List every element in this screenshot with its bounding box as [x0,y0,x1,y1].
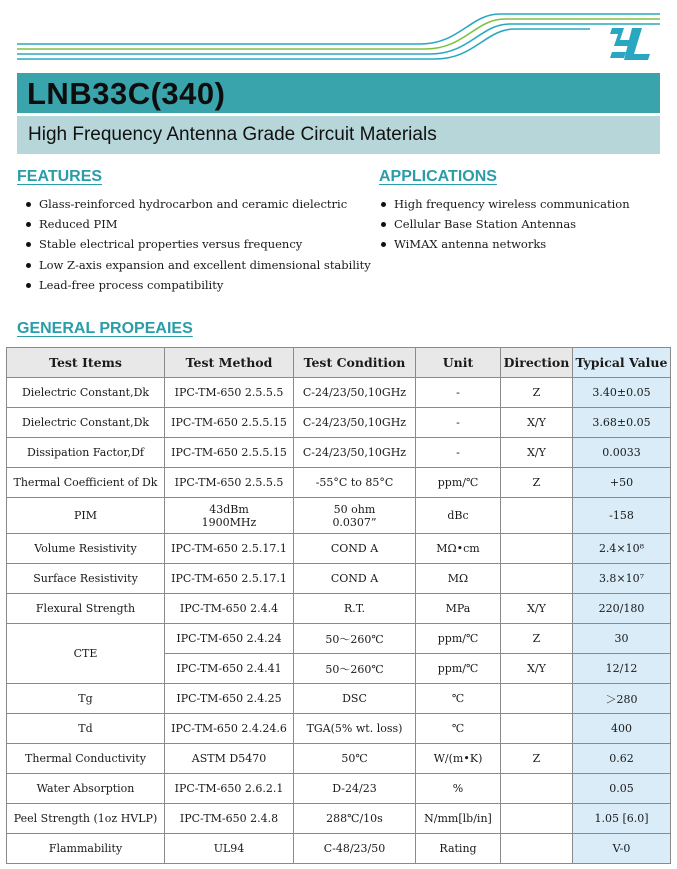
cell-method [165,498,294,534]
cell-method: IPC-TM-650 2.5.5.15 [165,408,294,438]
cell-direction: X/Y [501,408,573,438]
applications-heading: APPLICATIONS [379,168,497,185]
cell-unit: ℃ [416,684,501,714]
cell-unit: dBc [416,498,501,534]
table-row [7,804,671,834]
feature-item: Glass-reinforced hydrocarbon and ceramic dielectric [21,194,371,214]
company-logo [610,28,650,60]
table-row [7,594,671,624]
col-unit: Unit [416,348,501,378]
application-item: High frequency wireless communication [376,194,630,214]
condition-line: 0.0307” [332,515,377,529]
cell-direction [501,564,573,594]
table-row [7,684,671,714]
condition-line: 50 ohm [333,502,376,516]
cell-unit: ℃ [416,714,501,744]
cell-method: IPC-TM-650 2.4.41 [165,654,294,684]
cell-value: +50 [573,468,671,498]
cell-value: 0.0033 [573,438,671,468]
cell-item: Surface Resistivity [7,564,165,594]
cell-condition: 288℃/10s [294,804,416,834]
cell-value: 220/180 [573,594,671,624]
header-decorative-lines [0,0,677,70]
feature-item: Stable electrical properties versus frequency [21,234,371,254]
table-row [7,534,671,564]
application-item: Cellular Base Station Antennas [376,214,630,234]
subtitle-bar [17,116,660,154]
cell-unit: ppm/℃ [416,624,501,654]
cell-value: 1.05 [6.0] [573,804,671,834]
col-typical-value: Typical Value [573,348,671,378]
cell-direction [501,498,573,534]
cell-unit: - [416,378,501,408]
table-row [7,714,671,744]
cell-direction: X/Y [501,594,573,624]
cell-method: IPC-TM-650 2.5.17.1 [165,534,294,564]
cell-direction [501,534,573,564]
cell-condition: 50～260℃ [294,624,416,654]
cell-item: PIM [7,498,165,534]
cell-item: Tg [7,684,165,714]
table-row [7,468,671,498]
col-test-items: Test Items [7,348,165,378]
cell-item: Dielectric Constant,Dk [7,378,165,408]
table-row [7,438,671,468]
cell-value: ＞280 [573,684,671,714]
cell-condition: DSC [294,684,416,714]
cell-condition: 50℃ [294,744,416,774]
cell-condition: 50～260℃ [294,654,416,684]
cell-condition: -55°C to 85°C [294,468,416,498]
cell-value: 3.68±0.05 [573,408,671,438]
cell-item: Thermal Conductivity [7,744,165,774]
cell-condition: COND A [294,534,416,564]
properties-heading: GENERAL PROPEAIES [17,320,193,337]
table-row [7,774,671,804]
product-subtitle: High Frequency Antenna Grade Circuit Materials [28,124,437,145]
cell-item: Thermal Coefficient of Dk [7,468,165,498]
cell-direction: Z [501,378,573,408]
cell-item: Peel Strength (1oz HVLP) [7,804,165,834]
cell-item: Dielectric Constant,Dk [7,408,165,438]
cell-unit: W/(m•K) [416,744,501,774]
table-header-row [7,348,671,378]
cell-unit: N/mm[lb/in] [416,804,501,834]
cell-direction: Z [501,624,573,654]
cell-condition: C-24/23/50,10GHz [294,378,416,408]
cell-item: Dissipation Factor,Df [7,438,165,468]
method-line: 43dBm [209,502,249,516]
cell-condition: COND A [294,564,416,594]
cell-method: IPC-TM-650 2.5.5.5 [165,468,294,498]
cell-item: Flexural Strength [7,594,165,624]
cell-unit: MΩ•cm [416,534,501,564]
cell-direction [501,774,573,804]
applications-list [376,194,630,255]
cell-method: IPC-TM-650 2.6.2.1 [165,774,294,804]
feature-item: Lead-free process compatibility [21,275,371,295]
table-row [7,378,671,408]
cell-unit: Rating [416,834,501,864]
cell-method: IPC-TM-650 2.4.8 [165,804,294,834]
cell-value: 12/12 [573,654,671,684]
cell-condition: C-24/23/50,10GHz [294,438,416,468]
application-item: WiMAX antenna networks [376,234,630,254]
method-line: 1900MHz [201,515,257,529]
cell-unit: ppm/℃ [416,468,501,498]
table-row [7,408,671,438]
table-row [7,564,671,594]
cell-condition [294,498,416,534]
cell-item: CTE [7,624,165,684]
cell-condition: C-48/23/50 [294,834,416,864]
col-test-method: Test Method [165,348,294,378]
cell-direction: X/Y [501,654,573,684]
cell-condition: TGA(5% wt. loss) [294,714,416,744]
cell-condition: R.T. [294,594,416,624]
cell-value: -158 [573,498,671,534]
cell-condition: D-24/23 [294,774,416,804]
cell-item: Water Absorption [7,774,165,804]
cell-item: Flammability [7,834,165,864]
cell-direction: Z [501,468,573,498]
cell-value: 400 [573,714,671,744]
cell-direction [501,834,573,864]
cell-value: 3.40±0.05 [573,378,671,408]
cell-method: IPC-TM-650 2.4.24 [165,624,294,654]
feature-item: Low Z-axis expansion and excellent dimensional stability [21,255,371,275]
cell-method: IPC-TM-650 2.5.17.1 [165,564,294,594]
col-direction: Direction [501,348,573,378]
cell-direction: X/Y [501,438,573,468]
features-list [21,194,371,295]
properties-table [6,347,671,864]
table-row [7,744,671,774]
cell-value: 0.62 [573,744,671,774]
cell-direction [501,714,573,744]
cell-value: 2.4×10⁸ [573,534,671,564]
features-heading: FEATURES [17,168,103,185]
title-bar [17,73,660,113]
cell-value: 0.05 [573,774,671,804]
cell-method: ASTM D5470 [165,744,294,774]
cell-value: 3.8×10⁷ [573,564,671,594]
table-row [7,498,671,534]
cell-condition: C-24/23/50,10GHz [294,408,416,438]
cell-value: 30 [573,624,671,654]
cell-direction: Z [501,744,573,774]
feature-item: Reduced PIM [21,214,371,234]
cell-unit: - [416,438,501,468]
cell-item: Volume Resistivity [7,534,165,564]
cell-method: IPC-TM-650 2.5.5.15 [165,438,294,468]
cell-method: UL94 [165,834,294,864]
cell-item: Td [7,714,165,744]
cell-value: V-0 [573,834,671,864]
product-title: LNB33C(340) [27,76,226,111]
cell-method: IPC-TM-650 2.4.24.6 [165,714,294,744]
cell-method: IPC-TM-650 2.5.5.5 [165,378,294,408]
cell-unit: MPa [416,594,501,624]
cell-direction [501,684,573,714]
cell-unit: - [416,408,501,438]
table-row [7,834,671,864]
table-row [7,624,671,654]
col-test-condition: Test Condition [294,348,416,378]
cell-unit: MΩ [416,564,501,594]
cell-method: IPC-TM-650 2.4.4 [165,594,294,624]
cell-unit: % [416,774,501,804]
cell-unit: ppm/℃ [416,654,501,684]
cell-method: IPC-TM-650 2.4.25 [165,684,294,714]
cell-direction [501,804,573,834]
